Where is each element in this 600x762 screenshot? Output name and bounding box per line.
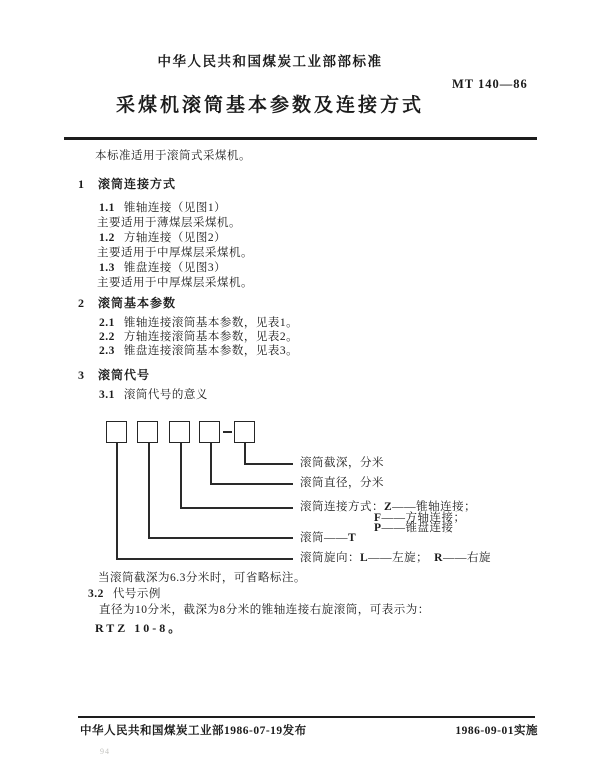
item-2-1-number: 2.1 <box>99 317 115 329</box>
diagram-box-cut-depth <box>234 421 255 443</box>
section-3-2-title: 代号示例 <box>112 588 161 600</box>
leader-vline-rotation <box>116 443 118 559</box>
label-rotation-l-text: ——左旋； <box>368 552 429 564</box>
item-3-1-text: 滚筒代号的意义 <box>123 389 208 401</box>
leader-hline-drum <box>148 537 293 539</box>
diagram-box-connection <box>169 421 190 443</box>
diagram-box-drum <box>137 421 158 443</box>
label-rotation <box>300 551 491 565</box>
section-2-title: 滚筒基本参数 <box>98 296 177 310</box>
section-1-number: 1 <box>78 177 85 191</box>
label-connection-f-row <box>374 511 466 525</box>
footer-effective-text: 1986-09-01实施 <box>455 725 538 737</box>
page-number: 94 <box>100 747 110 756</box>
label-connection-z: Z <box>384 501 393 513</box>
item-2-3-number: 2.3 <box>99 345 115 357</box>
leader-vline-diameter <box>210 443 212 484</box>
label-connection <box>300 500 476 514</box>
section-2-number: 2 <box>78 296 85 310</box>
section-2-heading <box>78 294 176 311</box>
item-1-2-number: 1.2 <box>99 232 115 244</box>
leader-hline-diameter <box>210 483 293 485</box>
item-2-1-text: 锥轴连接滚筒基本参数，见表1。 <box>123 317 299 329</box>
label-connection-prefix: 滚筒连接方式： <box>300 501 384 513</box>
item-2-2-number: 2.2 <box>99 331 115 343</box>
label-connection-f-text: ——方轴连接； <box>381 512 466 524</box>
section-3-number: 3 <box>78 368 85 382</box>
section-3-title: 滚筒代号 <box>98 368 151 382</box>
item-1-1-text: 锥轴连接（见图1） <box>123 202 227 214</box>
item-1-1 <box>99 201 226 215</box>
label-connection-p: P <box>374 522 382 534</box>
item-2-3 <box>99 344 298 358</box>
label-drum <box>300 531 356 545</box>
diagram-box-separator-dash <box>223 431 232 433</box>
item-1-3-text: 锥盘连接（见图3） <box>123 262 227 274</box>
footer-issued-text: 中华人民共和国煤炭工业部1986-07-19发布 <box>80 725 307 737</box>
leader-vline-connection <box>180 443 182 508</box>
label-connection-z-text: ——锥轴连接； <box>392 501 477 513</box>
item-1-1-number: 1.1 <box>99 202 115 214</box>
leader-hline-cut-depth <box>244 463 293 465</box>
item-1-2-note: 主要适用于中厚煤层采煤机。 <box>97 247 253 259</box>
diagram-box-rotation <box>106 421 127 443</box>
example-code: RTZ 10-8。 <box>95 621 184 635</box>
item-1-3 <box>99 261 226 275</box>
item-2-2-text: 方轴连接滚筒基本参数，见表2。 <box>123 331 299 343</box>
leader-hline-connection <box>180 507 293 509</box>
item-2-1 <box>99 316 298 330</box>
label-diameter: 滚筒直径，分米 <box>300 477 384 489</box>
diagram-box-diameter <box>199 421 220 443</box>
label-cut-depth: 滚筒截深，分米 <box>300 457 384 469</box>
item-1-2-text: 方轴连接（见图2） <box>123 232 227 244</box>
section-3-2-number: 3.2 <box>88 588 104 600</box>
leader-vline-cut-depth <box>244 443 246 464</box>
label-rotation-l: L <box>360 552 369 564</box>
label-rotation-prefix: 滚筒旋向： <box>300 552 360 564</box>
label-connection-p-text: ——锥盘连接 <box>381 522 454 534</box>
document-title: 采煤机滚筒基本参数及连接方式 <box>115 95 424 116</box>
section-1-heading <box>78 175 176 192</box>
intro-text: 本标准适用于滚筒式采煤机。 <box>95 150 251 162</box>
item-2-2 <box>99 330 298 344</box>
item-1-3-number: 1.3 <box>99 262 115 274</box>
cut-depth-omission-note: 当滚筒截深为6.3分米时，可省略标注。 <box>98 572 306 584</box>
section-3-heading <box>78 366 150 383</box>
standard-number: MT 140—86 <box>452 77 528 91</box>
label-rotation-r-text: ——右旋 <box>442 552 491 564</box>
item-3-1 <box>99 388 208 402</box>
label-rotation-r: R <box>434 552 443 564</box>
item-1-1-note: 主要适用于薄煤层采煤机。 <box>97 217 241 229</box>
section-1-title: 滚筒连接方式 <box>98 177 177 191</box>
item-2-3-text: 锥盘连接滚筒基本参数，见表3。 <box>123 345 299 357</box>
item-3-1-number: 3.1 <box>99 389 115 401</box>
label-connection-f: F <box>374 512 382 524</box>
footer-rule <box>78 716 535 718</box>
leader-hline-rotation <box>116 558 293 560</box>
item-1-2 <box>99 231 226 245</box>
section-3-2-heading <box>88 587 161 601</box>
item-1-3-note: 主要适用于中厚煤层采煤机。 <box>97 277 253 289</box>
example-description: 直径为10分米，截深为8分米的锥轴连接右旋滚筒，可表示为： <box>99 604 430 616</box>
label-drum-t: T <box>348 532 357 544</box>
standard-org-line: 中华人民共和国煤炭工业部部标准 <box>157 54 383 69</box>
label-drum-prefix: 滚筒—— <box>300 532 348 544</box>
header-rule <box>64 137 537 140</box>
label-connection-p-row <box>374 521 454 535</box>
leader-vline-drum <box>148 443 150 538</box>
